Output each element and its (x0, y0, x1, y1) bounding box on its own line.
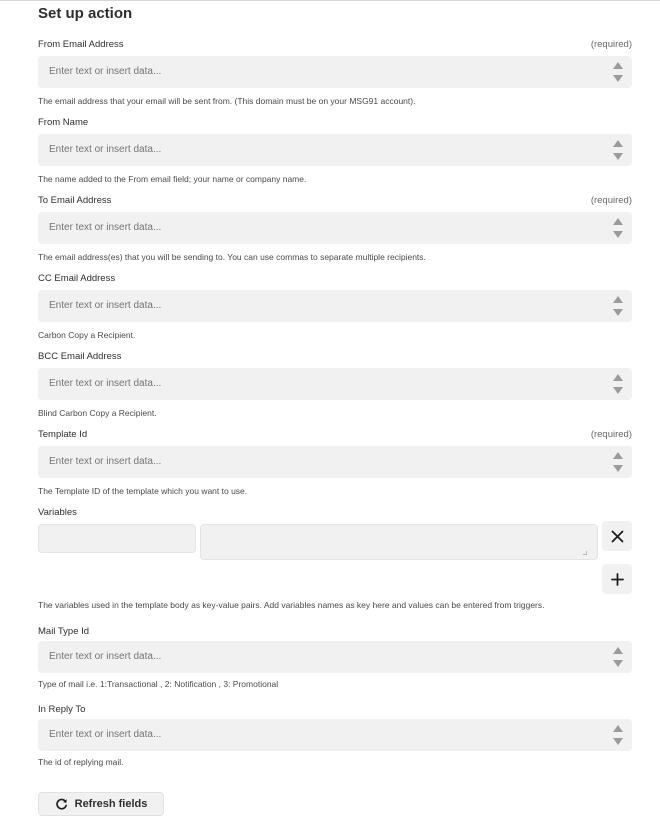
field-label: To Email Address (38, 195, 112, 206)
mail-type-id-input[interactable] (49, 651, 589, 663)
field-help-text: The variables used in the template body as key-value pairs. Add variables names as key here and values can be entered from triggers. (38, 600, 545, 610)
in-reply-to-input-box[interactable] (38, 719, 632, 751)
variable-value-input[interactable] (200, 524, 598, 560)
input-stepper (612, 723, 626, 747)
input-stepper (612, 645, 626, 669)
refresh-fields-button[interactable] (38, 792, 164, 816)
field-help-text: Carbon Copy a Recipient. (38, 330, 136, 340)
cc-email-input-box[interactable] (38, 290, 632, 322)
field-label: In Reply To (38, 704, 86, 715)
stepper-down-icon[interactable] (613, 660, 623, 667)
stepper-up-icon[interactable] (613, 140, 623, 147)
stepper-up-icon[interactable] (613, 218, 623, 225)
field-label: Template Id (38, 429, 88, 440)
stepper-up-icon[interactable] (613, 296, 623, 303)
input-stepper (612, 450, 626, 474)
field-help-text: The email address(es) that you will be sending to. You can use commas to separate multiple recipients. (38, 252, 426, 262)
stepper-down-icon[interactable] (613, 738, 623, 745)
required-marker: (required) (590, 39, 632, 50)
required-marker: (required) (590, 195, 632, 206)
field-help-text: The name added to the From email field; your name or company name. (38, 174, 307, 184)
close-icon (611, 530, 624, 543)
field-template-id (38, 429, 632, 496)
top-divider (0, 0, 660, 1)
field-label: Mail Type Id (38, 626, 90, 637)
field-label: From Name (38, 117, 89, 128)
field-help-text: The id of replying mail. (38, 757, 124, 767)
plus-icon (611, 573, 624, 586)
mail-type-id-input-box[interactable] (38, 641, 632, 673)
stepper-up-icon[interactable] (613, 452, 623, 459)
refresh-icon (55, 798, 68, 811)
field-label: Variables (38, 507, 77, 518)
field-label: BCC Email Address (38, 351, 122, 362)
field-help-text: Type of mail i.e. 1:Transactional , 2: Notification , 3: Promotional (38, 679, 279, 689)
stepper-up-icon[interactable] (613, 62, 623, 69)
field-help-text: The Template ID of the template which you want to use. (38, 486, 248, 496)
refresh-fields-label: Refresh fields (74, 798, 148, 810)
field-to-email (38, 195, 632, 262)
input-stepper (612, 294, 626, 318)
from-name-input-box[interactable] (38, 134, 632, 166)
stepper-up-icon[interactable] (613, 725, 623, 732)
field-help-text: The email address that your email will be sent from. (This domain must be on your MSG91 account). (38, 96, 416, 106)
field-from-email (38, 39, 632, 106)
bcc-email-input-box[interactable] (38, 368, 632, 400)
input-stepper (612, 372, 626, 396)
field-in-reply-to (38, 704, 632, 767)
cc-email-input[interactable] (49, 300, 589, 312)
from-email-input-box[interactable] (38, 56, 632, 88)
bcc-email-input[interactable] (49, 378, 589, 390)
template-id-input-box[interactable] (38, 446, 632, 478)
field-from-name (38, 117, 632, 184)
field-bcc-email (38, 351, 632, 418)
required-marker: (required) (590, 429, 632, 440)
field-help-text: Blind Carbon Copy a Recipient. (38, 408, 157, 418)
section-title: Set up action (38, 5, 133, 22)
stepper-up-icon[interactable] (613, 374, 623, 381)
to-email-input-box[interactable] (38, 212, 632, 244)
field-variables (38, 507, 632, 610)
resize-handle-icon[interactable] (583, 551, 587, 555)
field-mail-type-id (38, 626, 632, 689)
input-stepper (612, 138, 626, 162)
stepper-down-icon[interactable] (613, 387, 623, 394)
stepper-down-icon[interactable] (613, 75, 623, 82)
field-label: CC Email Address (38, 273, 116, 284)
variable-key-input[interactable] (38, 524, 196, 553)
template-id-input[interactable] (49, 456, 589, 468)
add-variable-button[interactable] (602, 564, 632, 594)
input-stepper (612, 216, 626, 240)
stepper-down-icon[interactable] (613, 309, 623, 316)
from-email-input[interactable] (49, 66, 589, 78)
in-reply-to-input[interactable] (49, 729, 589, 741)
from-name-input[interactable] (49, 144, 589, 156)
to-email-input[interactable] (49, 222, 589, 234)
remove-variable-button[interactable] (602, 521, 632, 551)
field-label: From Email Address (38, 39, 124, 50)
stepper-down-icon[interactable] (613, 153, 623, 160)
stepper-up-icon[interactable] (613, 647, 623, 654)
stepper-down-icon[interactable] (613, 231, 623, 238)
stepper-down-icon[interactable] (613, 465, 623, 472)
input-stepper (612, 60, 626, 84)
field-cc-email (38, 273, 632, 340)
